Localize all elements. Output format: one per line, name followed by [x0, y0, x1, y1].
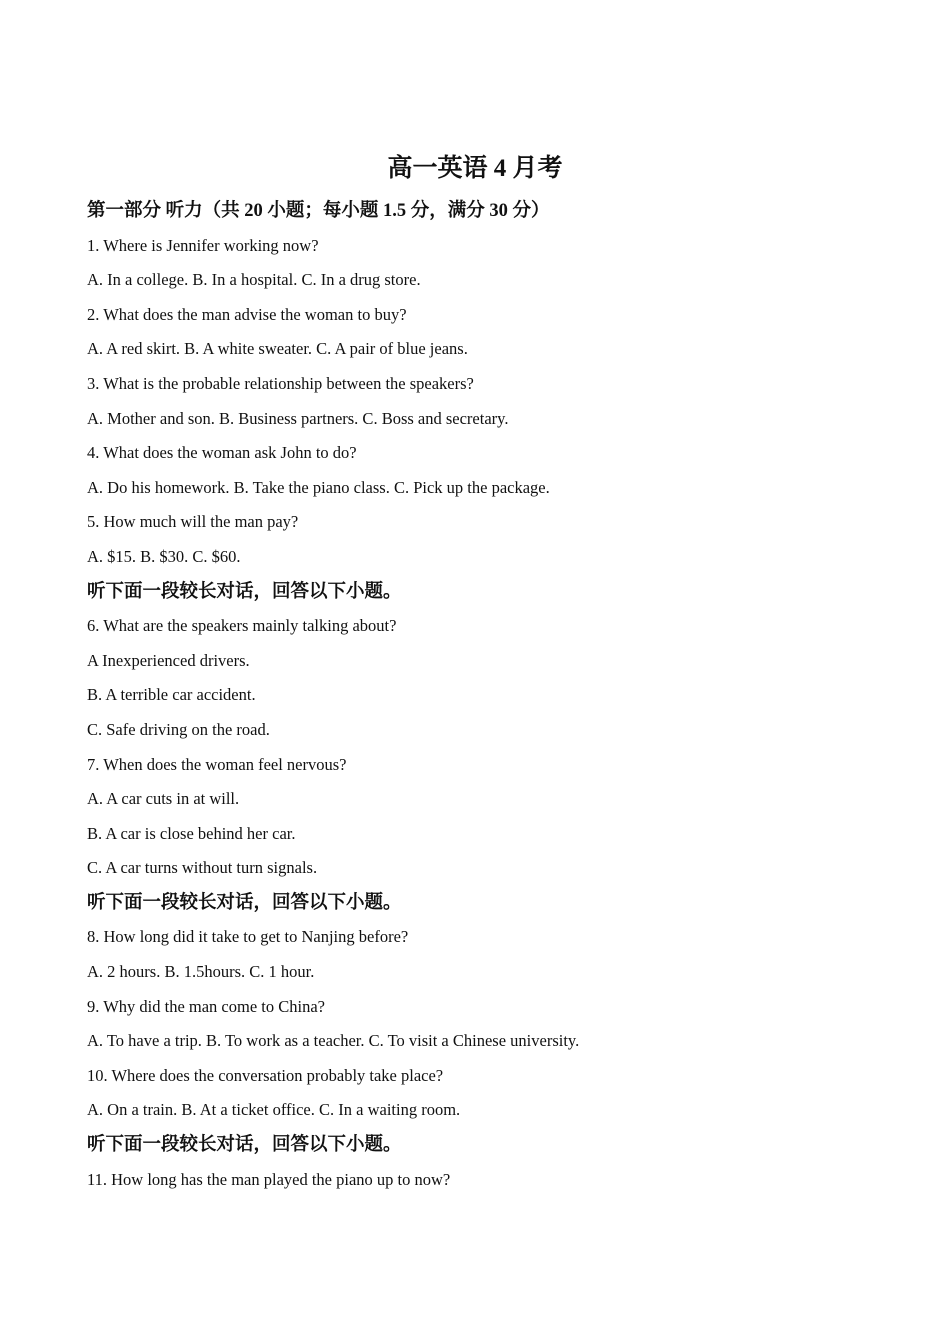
answer-options: A. In a college. B. In a hospital. C. In a drug store. — [87, 270, 421, 290]
exam-title: 高一英语 4 月考 — [387, 155, 563, 182]
answer-options: A. 2 hours. B. 1.5hours. C. 1 hour. — [87, 962, 315, 982]
dialogue-instruction: 听下面一段较长对话，回答以下小题。 — [87, 1135, 402, 1156]
section-heading: 第一部分 听力（共 20 小题；每小题 1.5 分，满分 30 分） — [87, 201, 550, 221]
answer-option: B. A car is close behind her car. — [87, 823, 296, 843]
question-text: 6. What are the speakers mainly talking about? — [87, 616, 397, 636]
answer-option: A Inexperienced drivers. — [87, 650, 250, 670]
answer-option: A. A car cuts in at will. — [87, 789, 240, 809]
question-text: 11. How long has the man played the piano up to now? — [87, 1169, 451, 1189]
answer-option: C. Safe driving on the road. — [87, 719, 270, 739]
answer-option: C. A car turns without turn signals. — [87, 858, 318, 878]
exam-content — [87, 194, 887, 1197]
question-text: 2. What does the man advise the woman to buy? — [87, 304, 407, 324]
question-text: 5. How much will the man pay? — [87, 512, 299, 532]
question-text: 10. Where does the conversation probably take place? — [87, 1065, 444, 1085]
answer-options: A. Mother and son. B. Business partners. C. Boss and secretary. — [87, 408, 509, 428]
answer-options: A. $15. B. $30. C. $60. — [87, 546, 241, 566]
answer-options: A. A red skirt. B. A white sweater. C. A pair of blue jeans. — [87, 339, 468, 359]
answer-options: A. Do his homework. B. Take the piano class. C. Pick up the package. — [87, 477, 550, 497]
dialogue-instruction: 听下面一段较长对话，回答以下小题。 — [87, 892, 402, 913]
question-text: 1. Where is Jennifer working now? — [87, 235, 319, 255]
dialogue-instruction: 听下面一段较长对话，回答以下小题。 — [87, 581, 402, 602]
question-text: 4. What does the woman ask John to do? — [87, 443, 357, 463]
answer-option: B. A terrible car accident. — [87, 685, 256, 705]
answer-options: A. To have a trip. B. To work as a teacher. C. To visit a Chinese university. — [87, 1031, 580, 1051]
question-text: 8. How long did it take to get to Nanjing before? — [87, 927, 409, 947]
question-text: 9. Why did the man come to China? — [87, 996, 325, 1016]
answer-options: A. On a train. B. At a ticket office. C. In a waiting room. — [87, 1100, 461, 1120]
question-text: 7. When does the woman feel nervous? — [87, 754, 347, 774]
question-text: 3. What is the probable relationship between the speakers? — [87, 373, 474, 393]
